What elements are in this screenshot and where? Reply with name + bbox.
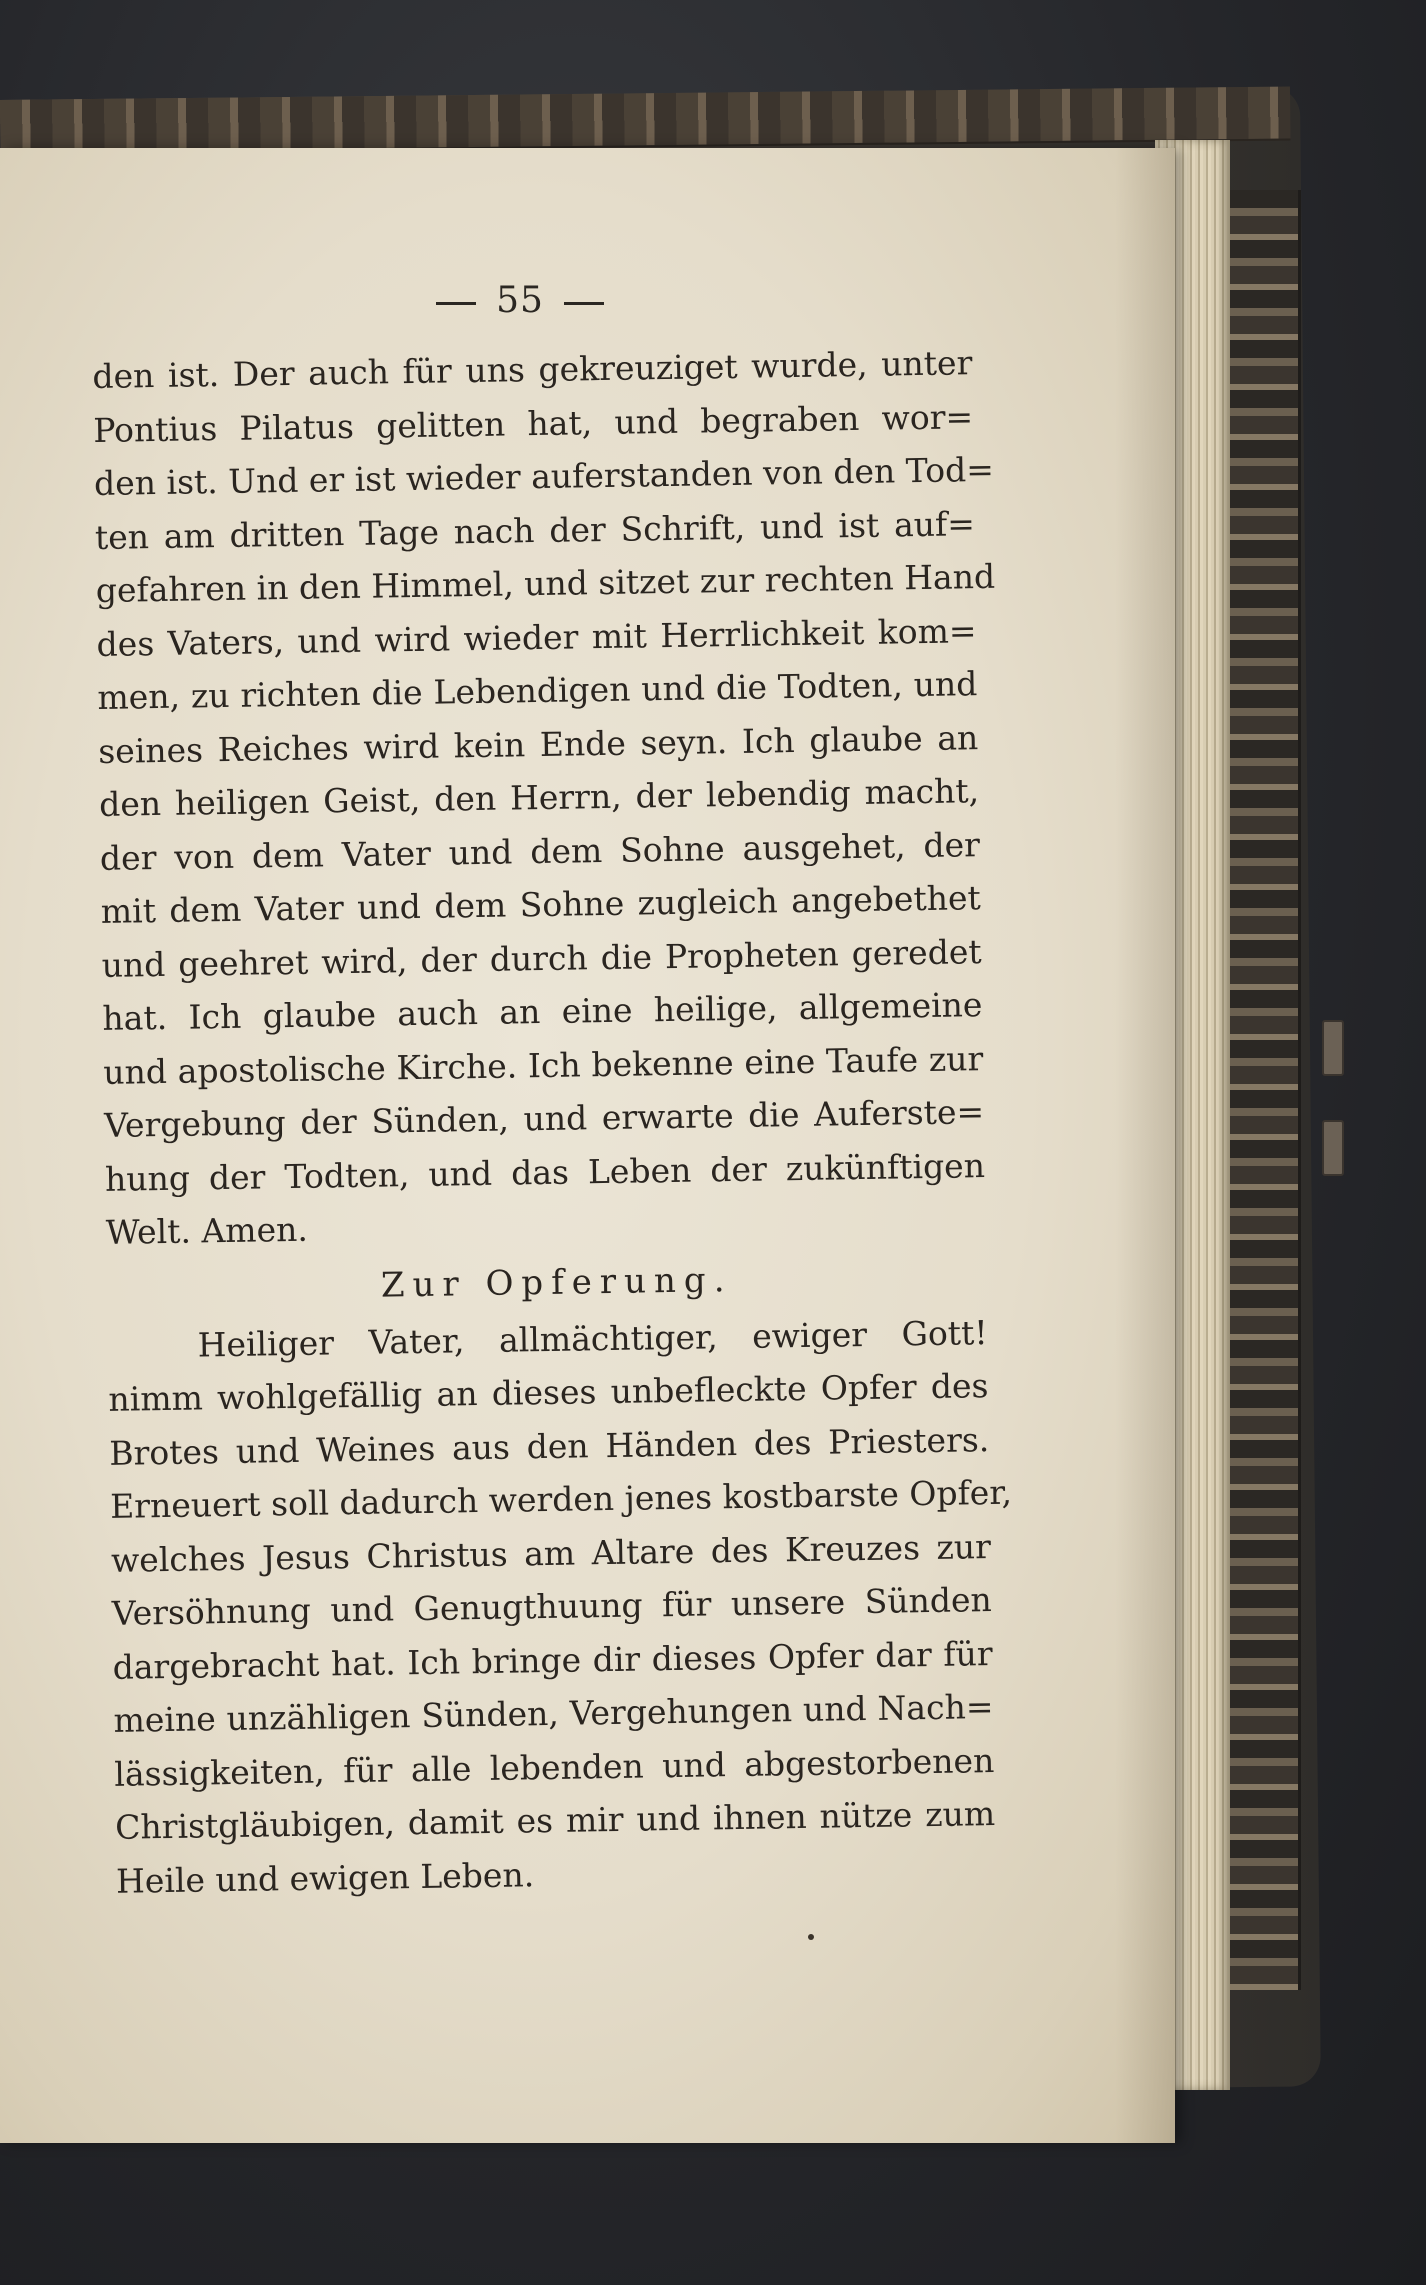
text-line: Versöhnung und Genugthuung für unsere Sünden — [111, 1580, 993, 1633]
text-line: Vergebung der Sünden, und erwarte die Auferste= — [103, 1092, 985, 1145]
text-line: den heiligen Geist, den Herrn, der lebendig macht, — [98, 771, 980, 824]
page-number — [400, 280, 640, 321]
text-line: der von dem Vater und dem Sohne ausgehet, der — [99, 824, 981, 878]
page-number-value: 55 — [496, 280, 544, 321]
text-line: mit dem Vater und dem Sohne zugleich angebethet — [100, 878, 982, 931]
text-line: welches Jesus Christus am Altare des Kreuzes zur — [110, 1526, 992, 1580]
cover-side-ornament — [1225, 190, 1301, 1990]
paragraph-offertory — [107, 1306, 1013, 1908]
text-line: Christgläubigen, damit es mir und ihnen nütze zum — [114, 1793, 996, 1847]
text-line: meine unzähligen Sünden, Vergehungen und Nach= — [113, 1687, 994, 1740]
text-line: gefahren in den Himmel, und sitzet zur rechten Hand — [95, 556, 996, 610]
text-line: nimm wohlgefällig an dieses unbefleckte Opfer des — [108, 1366, 989, 1419]
text-line: Heiliger Vater, allmächtiger, ewiger Gott! — [197, 1312, 988, 1364]
text-line: seines Reiches wird kein Ende seyn. Ich glaube an — [97, 717, 979, 771]
text-line: den ist. Der auch für uns gekreuziget wurde, unter — [92, 343, 973, 396]
text-line: hung der Todten, und das Leben der zukünftigen — [104, 1145, 986, 1199]
text-line: dargebracht hat. Ich bringe dir dieses Opfer dar für — [112, 1633, 993, 1687]
text-line: ten am dritten Tage nach der Schrift, und ist auf= — [94, 503, 976, 557]
text-line: lässigkeiten, für alle lebenden und abgestorbenen — [114, 1740, 995, 1794]
text-line: des Vaters, und wird wieder mit Herrlichkeit kom= — [96, 610, 977, 664]
text-line: Heile und ewigen Leben. — [115, 1854, 535, 1901]
text-line: men, zu richten die Lebendigen und die Todten, und — [97, 664, 978, 717]
text-line: und apostolische Kirche. Ich bekenne eine Taufe zur — [103, 1038, 984, 1092]
text-line: Brotes und Weines aus den Händen des Priesters. — [109, 1419, 990, 1473]
text-line: Erneuert soll dadurch werden jenes kostbarste Opfer, — [109, 1472, 1013, 1526]
clasp-lower — [1322, 1120, 1344, 1176]
text-line: und geehret wird, der durch die Propheten geredet — [101, 931, 982, 985]
page-text — [92, 336, 1013, 1908]
ink-speck — [808, 1934, 814, 1940]
clasp-upper — [1322, 1020, 1344, 1076]
text-line: Welt. Amen. — [105, 1209, 309, 1252]
page-number-dash-right — [564, 302, 604, 305]
text-line: den ist. Und er ist wieder auferstanden von den Tod= — [93, 449, 995, 503]
section-heading: Zur Opferung. — [380, 1259, 733, 1306]
page-number-dash-left — [436, 302, 476, 305]
text-line: Pontius Pilatus gelitten hat, und begraben wor= — [92, 396, 974, 450]
paragraph-creed — [92, 336, 996, 1259]
text-line: hat. Ich glaube auch an eine heilige, allgemeine — [102, 985, 983, 1038]
